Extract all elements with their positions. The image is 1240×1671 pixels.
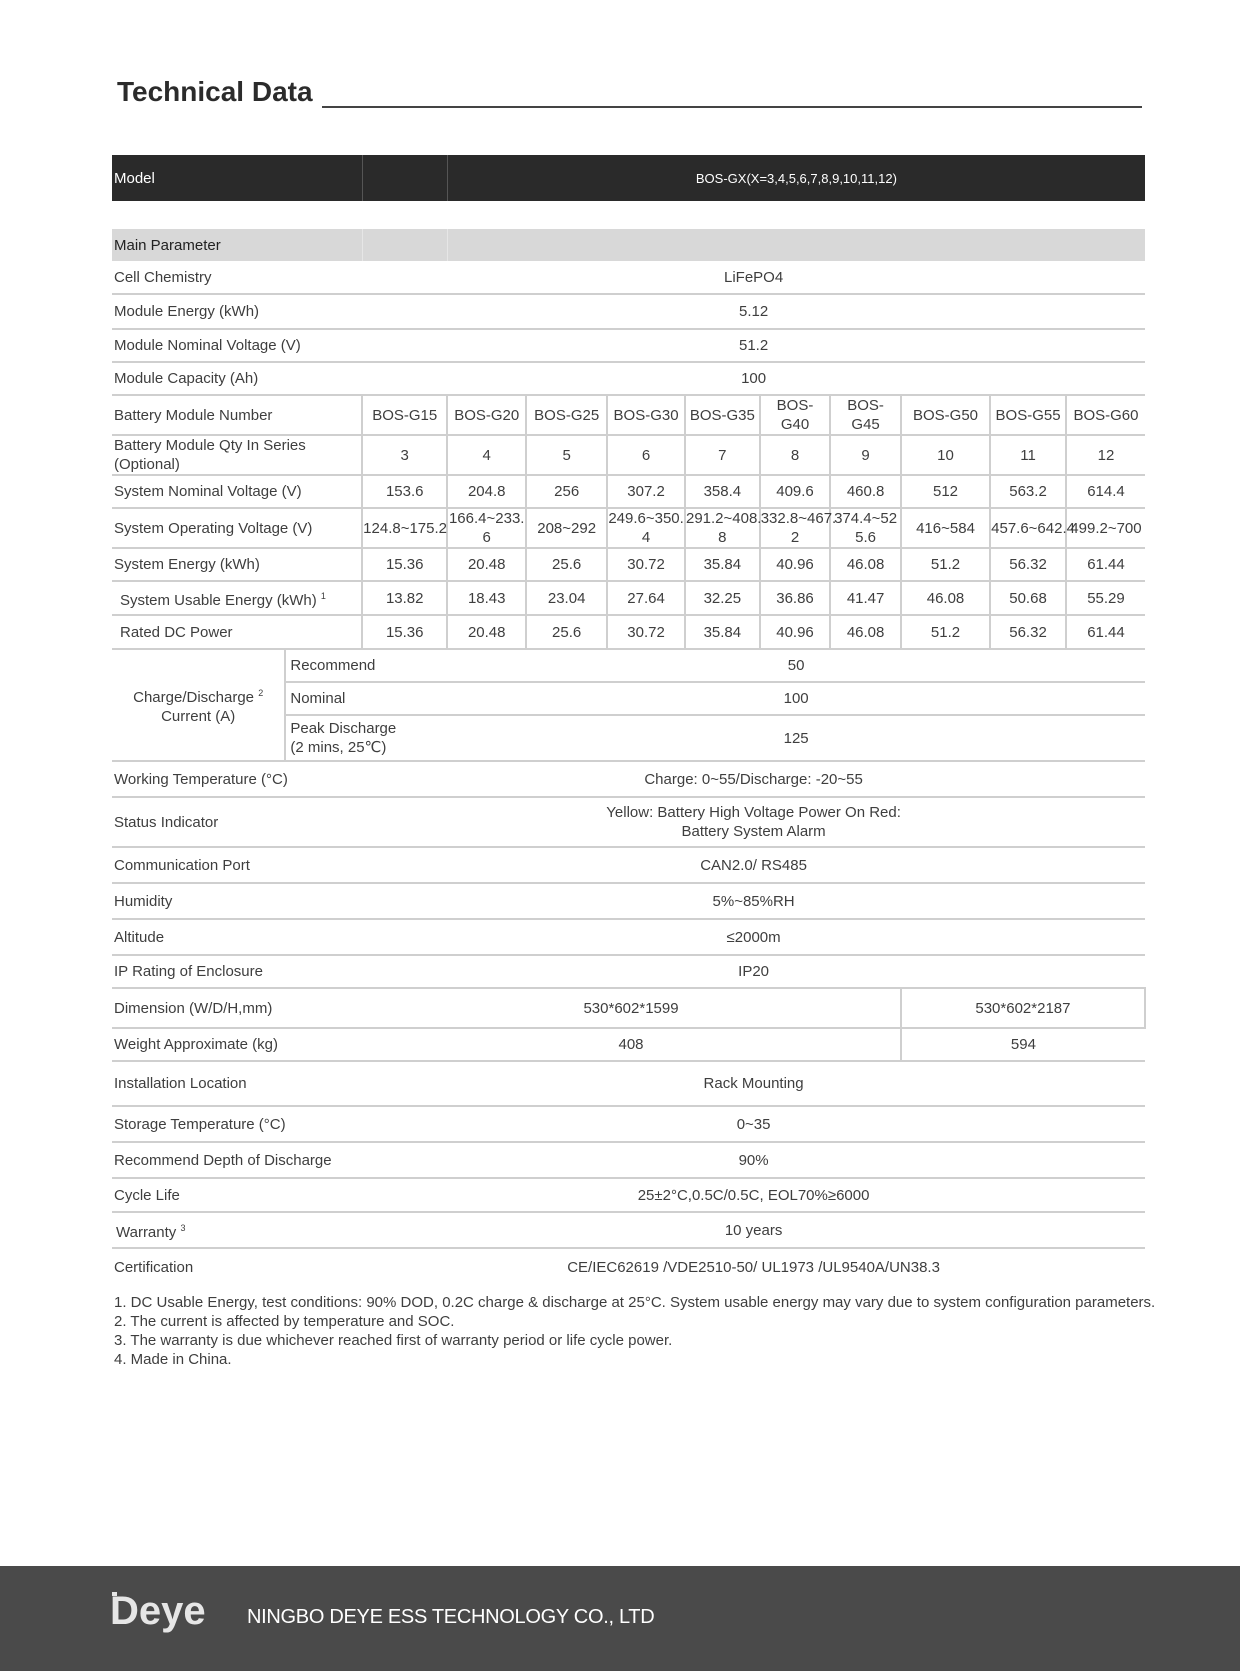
table-cell: 50.68 bbox=[990, 581, 1066, 615]
table-cell: 18.43 bbox=[447, 581, 526, 615]
charge-discharge-label: Charge/Discharge $^2$ Current (A) bbox=[112, 649, 285, 761]
row-qty-in-series: Battery Module Qty In Series (Optional) 3 4 5 6 7 8 9 10 11 12 bbox=[112, 435, 1145, 475]
table-cell: BOS-G60 bbox=[1066, 395, 1145, 435]
row-system-usable-energy: System Usable Energy (kWh) $^1$ 13.82 18.43 23.04 27.64 32.25 36.86 41.47 46.08 50.68 55.29 bbox=[112, 581, 1145, 615]
table-cell: 51.2 bbox=[901, 548, 990, 581]
model-value: BOS-GX(X=3,4,5,6,7,8,9,10,11,12) bbox=[447, 155, 1145, 201]
row-cell-chemistry: Cell Chemistry LiFePO4 bbox=[112, 261, 1145, 294]
row-rated-dc-power: Rated DC Power 15.36 20.48 25.6 30.72 35.84 40.96 46.08 51.2 56.32 61.44 bbox=[112, 615, 1145, 649]
row-status-indicator: Status Indicator Yellow: Battery High Voltage Power On Red: Battery System Alarm bbox=[112, 797, 1145, 847]
table-cell: BOS-G40 bbox=[760, 395, 831, 435]
row-storage-temperature: Storage Temperature (°C) 0~35 bbox=[112, 1106, 1145, 1142]
table-cell: 25.6 bbox=[526, 615, 607, 649]
table-cell: 256 bbox=[526, 475, 607, 508]
table-cell: 51.2 bbox=[901, 615, 990, 649]
company-name: NINGBO DEYE ESS TECHNOLOGY CO., LTD bbox=[247, 1606, 655, 1628]
table-cell: 249.6~350. 4 bbox=[608, 510, 684, 546]
table-cell: 15.36 bbox=[362, 548, 447, 581]
table-cell: 153.6 bbox=[362, 475, 447, 508]
row-humidity: Humidity 5%~85%RH bbox=[112, 883, 1145, 919]
table-cell: 32.25 bbox=[685, 581, 760, 615]
table-cell: 11 bbox=[990, 435, 1066, 475]
model-row bbox=[112, 155, 1145, 201]
table-cell: 10 bbox=[901, 435, 990, 475]
row-system-nominal-voltage: System Nominal Voltage (V) 153.6 204.8 256 307.2 358.4 409.6 460.8 512 563.2 614.4 bbox=[112, 475, 1145, 508]
row-dimension: Dimension (W/D/H,mm) 530*602*1599 530*602*2187 bbox=[112, 988, 1145, 1028]
row-battery-module-number: Battery Module Number BOS-G15 BOS-G20 BOS-G25 BOS-G30 BOS-G35 BOS-G40 BOS-G45 BOS-G50 BOS-G55 BOS-G60 bbox=[112, 395, 1145, 435]
row-charge-peak: Peak Discharge (2 mins, 25℃) 125 bbox=[112, 715, 1145, 761]
table-cell: 20.48 bbox=[447, 548, 526, 581]
row-module-capacity: Module Capacity (Ah) 100 bbox=[112, 362, 1145, 395]
table-cell: 40.96 bbox=[760, 615, 831, 649]
deye-logo bbox=[110, 1584, 220, 1634]
table-cell: 291.2~408. 8 bbox=[685, 510, 762, 546]
table-cell: 307.2 bbox=[607, 475, 685, 508]
svg-text:Deye: Deye bbox=[110, 1589, 206, 1633]
row-ip-rating: IP Rating of Enclosure IP20 bbox=[112, 955, 1145, 988]
row-warranty: Warranty $^3$ 10 years bbox=[112, 1212, 1145, 1248]
table-cell: 12 bbox=[1066, 435, 1145, 475]
row-cycle-life: Cycle Life 25±2°C,0.5C/0.5C, EOL70%≥6000 bbox=[112, 1178, 1145, 1212]
table-cell: 614.4 bbox=[1066, 475, 1145, 508]
row-system-operating-voltage: System Operating Voltage (V) 124.8~175.2 166.4~233. 6 208~292 249.6~350. 4 291.2~408. 8 332.8~467. 2 374.4~52 5.6 416~584 457.6~642.4 499.2~700 bbox=[112, 508, 1145, 548]
table-cell: 40.96 bbox=[760, 548, 831, 581]
table-cell: BOS-G55 bbox=[990, 395, 1066, 435]
table-cell: 460.8 bbox=[830, 475, 901, 508]
table-cell: BOS-G20 bbox=[447, 395, 526, 435]
table-cell: 36.86 bbox=[760, 581, 831, 615]
row-certification: Certification CE/IEC62619 /VDE2510-50/ UL1973 /UL9540A/UN38.3 bbox=[114, 1258, 940, 1276]
row-weight: Weight Approximate (kg) 408 594 bbox=[112, 1028, 1145, 1061]
table-cell: BOS-G25 bbox=[526, 395, 607, 435]
table-cell: 41.47 bbox=[830, 581, 901, 615]
model-label: Model bbox=[112, 155, 285, 201]
row-module-energy: Module Energy (kWh) 5.12 bbox=[112, 294, 1145, 329]
table-cell: BOS-G35 bbox=[685, 395, 760, 435]
footnote-item: 3. The warranty is due whichever reached first of warranty period or life cycle power. bbox=[114, 1332, 673, 1349]
table-cell: 374.4~52 5.6 bbox=[830, 508, 901, 548]
table-cell: 5 bbox=[526, 435, 607, 475]
table-cell: 204.8 bbox=[447, 475, 526, 508]
table-cell: 563.2 bbox=[990, 475, 1066, 508]
table-cell: 56.32 bbox=[990, 548, 1066, 581]
footnotes bbox=[114, 1293, 1155, 1369]
row-charge-nominal: Nominal 100 bbox=[112, 682, 1145, 715]
table-cell: BOS-G30 bbox=[607, 395, 685, 435]
table-cell: 30.72 bbox=[607, 615, 685, 649]
table-cell: 46.08 bbox=[830, 548, 901, 581]
page-title: Technical Data bbox=[117, 76, 313, 107]
row-charge-recommend: Charge/Discharge $^2$ Current (A) Recommend 50 bbox=[112, 649, 1145, 682]
technical-data-table bbox=[112, 155, 1146, 1285]
table-cell: 6 bbox=[607, 435, 685, 475]
row-altitude: Altitude ≤2000m bbox=[112, 919, 1145, 955]
section-header bbox=[112, 229, 1145, 261]
table-cell: 409.6 bbox=[760, 475, 831, 508]
table-cell: 499.2~700 bbox=[1066, 508, 1145, 548]
table-cell: 9 bbox=[830, 435, 901, 475]
table-cell: 332.8~467. 2 bbox=[760, 510, 837, 546]
table-cell: BOS-G50 bbox=[901, 395, 990, 435]
table-cell: 13.82 bbox=[362, 581, 447, 615]
table-cell: 27.64 bbox=[607, 581, 685, 615]
row-depth-of-discharge: Recommend Depth of Discharge 90% bbox=[112, 1142, 1145, 1178]
table-cell: 23.04 bbox=[526, 581, 607, 615]
row-working-temperature: Working Temperature (°C) Charge: 0~55/Discharge: -20~55 bbox=[112, 761, 1145, 797]
table-cell: 56.32 bbox=[990, 615, 1066, 649]
row-module-voltage: Module Nominal Voltage (V) 51.2 bbox=[112, 329, 1145, 362]
table-cell: 358.4 bbox=[685, 475, 760, 508]
table-cell: 512 bbox=[901, 475, 990, 508]
table-cell: 4 bbox=[447, 435, 526, 475]
table-cell: 35.84 bbox=[685, 548, 760, 581]
footnote-item: 1. DC Usable Energy, test conditions: 90% DOD, 0.2C charge & discharge at 25°C. System usable energy may vary due to system configuration parameters. bbox=[114, 1294, 1156, 1311]
table-cell: 30.72 bbox=[607, 548, 685, 581]
table-cell: 8 bbox=[760, 435, 831, 475]
table-cell: 3 bbox=[362, 435, 447, 475]
table-cell: 416~584 bbox=[901, 508, 990, 548]
table-cell: 61.44 bbox=[1066, 615, 1145, 649]
footnote-item: 4. Made in China. bbox=[114, 1351, 232, 1368]
table-cell: 15.36 bbox=[362, 615, 447, 649]
footnote-item: 2. The current is affected by temperature and SOC. bbox=[114, 1313, 455, 1330]
table-cell: 124.8~175.2 bbox=[362, 508, 447, 548]
row-system-energy: System Energy (kWh) 15.36 20.48 25.6 30.72 35.84 40.96 46.08 51.2 56.32 61.44 bbox=[112, 548, 1145, 581]
table-cell: BOS-G45 bbox=[830, 395, 901, 435]
table-cell: 166.4~233. 6 bbox=[448, 510, 525, 546]
row-installation-location: Installation Location Rack Mounting bbox=[112, 1061, 1145, 1106]
title-rule bbox=[322, 106, 1142, 108]
footer bbox=[0, 1566, 1240, 1671]
table-cell: 55.29 bbox=[1066, 581, 1145, 615]
table-cell: 35.84 bbox=[685, 615, 760, 649]
table-cell: 7 bbox=[685, 435, 760, 475]
table-cell: 61.44 bbox=[1066, 548, 1145, 581]
table-cell: 457.6~642.4 bbox=[990, 508, 1066, 548]
table-cell: 208~292 bbox=[526, 508, 607, 548]
table-cell: BOS-G15 bbox=[362, 395, 447, 435]
table-cell: 46.08 bbox=[901, 581, 990, 615]
table-cell: 25.6 bbox=[526, 548, 607, 581]
row-communication-port: Communication Port CAN2.0/ RS485 bbox=[112, 847, 1145, 883]
section-label: Main Parameter bbox=[112, 229, 285, 261]
table-cell: 46.08 bbox=[830, 615, 901, 649]
table-cell: 20.48 bbox=[447, 615, 526, 649]
